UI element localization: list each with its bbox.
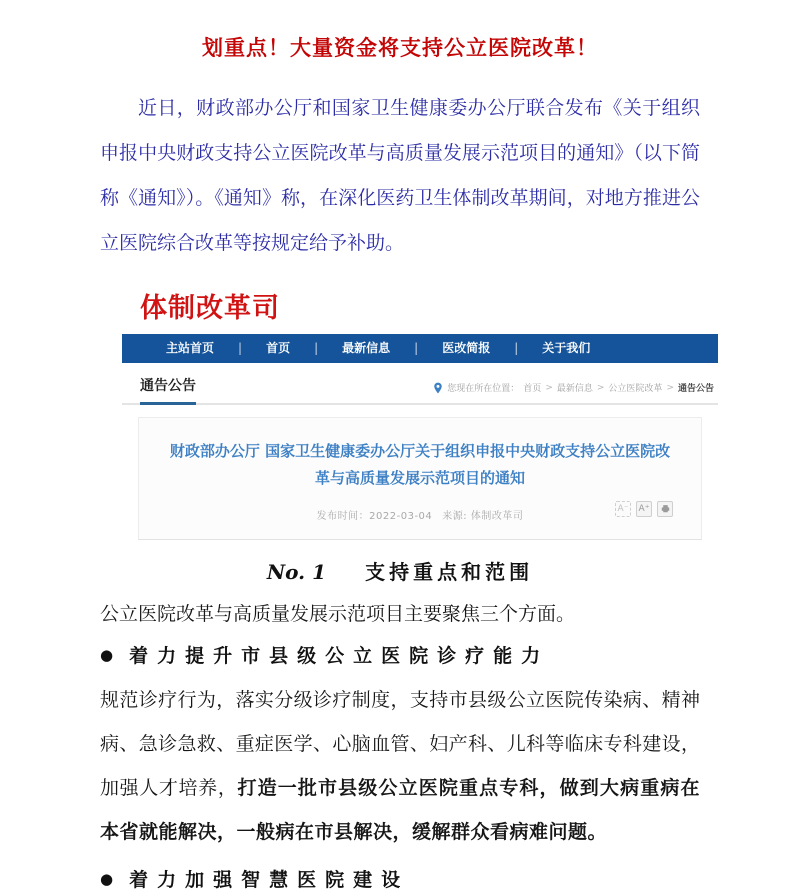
breadcrumb [433, 381, 714, 403]
site-logo: 体制改革司 [140, 293, 280, 324]
nav-item-about-us[interactable]: 关于我们 [542, 341, 591, 355]
notice-title[interactable]: 财政部办公厅 国家卫生健康委办公厅关于组织申报中央财政支持公立医院改革与高质量发展示范项目的通知 [169, 442, 671, 487]
nav-item-latest-news[interactable]: 最新信息 [342, 341, 391, 355]
bullet-heading-2-label: 着力加强智慧医院建设 [129, 869, 410, 891]
breadcrumb-item-home[interactable]: 首页 [523, 384, 542, 394]
location-pin-icon [433, 382, 443, 394]
site-navbar [122, 334, 718, 363]
font-increase-button[interactable]: A⁺ [636, 501, 652, 517]
notice-meta [317, 511, 524, 522]
section-header [122, 363, 718, 405]
lead-paragraph: 公立医院改革与高质量发展示范项目主要聚焦三个方面。 [100, 603, 576, 625]
breadcrumb-separator: > [666, 382, 674, 393]
nav-item-home[interactable]: 首页 [266, 341, 291, 355]
section-title: 通告公告 [140, 375, 196, 405]
bullet-heading-2 [100, 865, 700, 892]
source-value: 体制改革司 [470, 511, 524, 522]
body-paragraph-normal: 规范诊疗行为，落实分级诊疗制度，支持市县级公立医院传染病、精神病、急诊急救、重症医学、心脑血管、妇产科、儿科等临床专科建设，加强人才培养， [100, 689, 700, 799]
breadcrumb-prefix: 您现在所在位置： [447, 384, 520, 394]
print-icon [661, 504, 670, 513]
notice-card [138, 417, 702, 540]
bullet-icon: ● [100, 645, 114, 664]
bullet-heading-1-label: 着力提升市县级公立医院诊疗能力 [129, 645, 550, 667]
nav-separator: | [414, 341, 419, 355]
article-tools [615, 501, 673, 517]
body-paragraph [100, 678, 700, 854]
article-title: 划重点！大量资金将支持公立医院改革！ [202, 35, 598, 60]
nav-separator: | [514, 341, 519, 355]
breadcrumb-separator: > [545, 382, 553, 393]
nav-item-reform-bulletin[interactable]: 医改简报 [442, 341, 491, 355]
section-number-heading [100, 556, 700, 585]
bullet-heading-1 [100, 641, 700, 668]
breadcrumb-item-latest-news[interactable]: 最新信息 [556, 384, 593, 394]
publish-time-label: 发布时间： [316, 511, 370, 522]
breadcrumb-item-hospital-reform[interactable]: 公立医院改革 [608, 384, 663, 394]
publish-date: 2022-03-04 [369, 511, 433, 522]
source-label: 来源: [442, 511, 468, 522]
section-heading: 支持重点和范围 [365, 560, 534, 584]
section-number: No. 1 [266, 560, 327, 584]
body-paragraph-bold: 打造一批市县级公立医院重点专科，做到大病重病在本省就能解决，一般病在市县解决，缓解群众看病难问题。 [100, 777, 700, 843]
print-button[interactable] [657, 501, 673, 517]
notice-meta-row [167, 504, 673, 539]
nav-separator: | [238, 341, 243, 355]
nav-separator: | [314, 341, 319, 355]
nav-item-main-home[interactable]: 主站首页 [166, 341, 215, 355]
intro-paragraph: 近日，财政部办公厅和国家卫生健康委办公厅联合发布《关于组织申报中央财政支持公立医院改革与高质量发展示范项目的通知》（以下简称《通知》）。《通知》称，在深化医药卫生体制改革期间，对地方推进公立医院综合改革等按规定给予补助。 [100, 97, 700, 254]
embedded-website-screenshot [122, 280, 718, 540]
breadcrumb-separator: > [596, 382, 605, 393]
font-decrease-button[interactable]: A⁻ [615, 501, 631, 517]
breadcrumb-current: 通告公告 [677, 384, 714, 394]
bullet-icon: ● [100, 869, 114, 888]
